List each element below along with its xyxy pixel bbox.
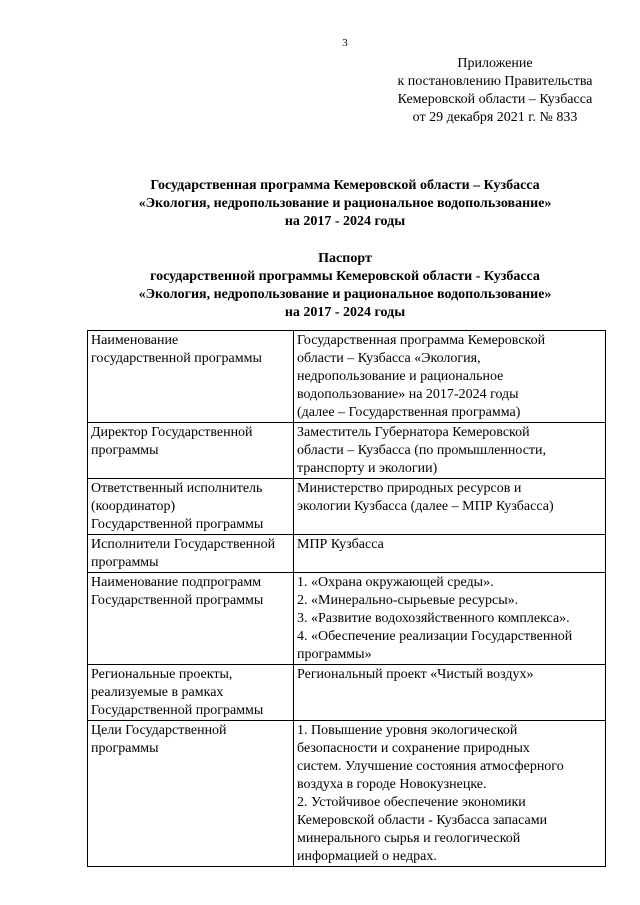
table-row xyxy=(88,535,606,573)
row-value-cell xyxy=(294,573,606,665)
row-value-line: 2. «Минерально-сырьевые ресурсы». xyxy=(297,593,519,608)
row-value-line: экологии Кузбасса (далее – МПР Кузбасса) xyxy=(297,499,554,514)
passport-table xyxy=(87,330,606,867)
program-title-line: «Экология, недропользование и рациональное водопользование» xyxy=(138,196,552,211)
row-value-line: (далее – Государственная программа) xyxy=(297,405,521,420)
passport-title-line: Паспорт xyxy=(318,251,372,266)
row-value-line: Министерство природных ресурсов и xyxy=(297,481,522,496)
row-label-line: Государственной программы xyxy=(91,517,264,532)
program-title-line: на 2017 - 2024 годы xyxy=(284,214,406,229)
table-row xyxy=(88,331,606,423)
passport-title-line: на 2017 - 2024 годы xyxy=(284,305,406,320)
row-value-line: 4. «Обеспечение реализации Государственной xyxy=(297,629,573,644)
passport-title-line: государственной программы Кемеровской области - Кузбасса xyxy=(150,269,540,284)
row-label-cell xyxy=(88,665,294,721)
program-title-line: Государственная программа Кемеровской области – Кузбасса xyxy=(150,178,540,193)
row-label-cell xyxy=(88,479,294,535)
row-label-line: Цели Государственной xyxy=(91,723,227,738)
passport-title-line: «Экология, недропользование и рациональное водопользование» xyxy=(138,287,552,302)
row-value-line: информацией о недрах. xyxy=(297,849,437,864)
row-value-line: безопасности и сохранение природных xyxy=(297,741,530,756)
table-row xyxy=(88,721,606,867)
row-value-line: минерального сырья и геологической xyxy=(297,831,521,846)
row-value-line: 2. Устойчивое обеспечение экономики xyxy=(297,795,526,810)
row-label-line: государственной программы xyxy=(91,351,262,366)
appendix-line: к постановлению Правительства xyxy=(397,74,593,89)
row-value-line: недропользование и рациональное xyxy=(297,369,504,384)
row-label-cell xyxy=(88,535,294,573)
row-value-cell xyxy=(294,535,606,573)
program-title xyxy=(0,177,640,231)
row-value-line: Региональный проект «Чистый воздух» xyxy=(297,667,534,682)
row-label-line: Государственной программы xyxy=(91,703,264,718)
row-label-cell xyxy=(88,331,294,423)
appendix-line: Кемеровской области – Кузбасса xyxy=(397,92,593,107)
row-label-line: (координатор) xyxy=(91,499,176,514)
row-value-line: водопользование» на 2017-2024 годы xyxy=(297,387,519,402)
table-row xyxy=(88,423,606,479)
row-value-line: 1. Повышение уровня экологической xyxy=(297,723,518,738)
page-number: 3 xyxy=(342,37,348,49)
row-label-line: Ответственный исполнитель xyxy=(91,481,263,496)
row-label-cell xyxy=(88,573,294,665)
row-value-cell xyxy=(294,423,606,479)
row-label-line: Государственной программы xyxy=(91,593,264,608)
passport-title xyxy=(0,250,640,322)
row-value-cell xyxy=(294,721,606,867)
row-value-line: 3. «Развитие водохозяйственного комплекса». xyxy=(297,611,570,626)
row-value-line: программы» xyxy=(297,647,372,662)
row-value-line: Кемеровской области - Кузбасса запасами xyxy=(297,813,548,828)
table-row xyxy=(88,665,606,721)
row-label-line: программы xyxy=(91,741,159,756)
table-row xyxy=(88,573,606,665)
row-value-cell xyxy=(294,665,606,721)
row-value-line: Государственная программа Кемеровской xyxy=(297,333,546,348)
appendix-header xyxy=(370,55,620,127)
row-value-cell xyxy=(294,331,606,423)
row-label-line: Наименование xyxy=(91,333,179,348)
appendix-line: от 29 декабря 2021 г. № 833 xyxy=(412,110,578,125)
row-value-line: Заместитель Губернатора Кемеровской xyxy=(297,425,530,440)
row-value-cell xyxy=(294,479,606,535)
row-label-line: реализуемые в рамках xyxy=(91,685,224,700)
table-row xyxy=(88,479,606,535)
row-value-line: области – Кузбасса «Экология, xyxy=(297,351,481,366)
appendix-line: Приложение xyxy=(457,56,533,71)
row-label-line: программы xyxy=(91,555,159,570)
row-value-line: области – Кузбасса (по промышленности, xyxy=(297,443,547,458)
row-label-cell xyxy=(88,423,294,479)
row-value-line: МПР Кузбасса xyxy=(297,537,384,552)
row-value-line: 1. «Охрана окружающей среды». xyxy=(297,575,494,590)
passport-table-body xyxy=(88,331,606,867)
row-label-line: Региональные проекты, xyxy=(91,667,233,682)
row-label-line: Директор Государственной xyxy=(91,425,253,440)
row-label-line: Исполнители Государственной xyxy=(91,537,276,552)
row-value-line: воздуха в городе Новокузнецке. xyxy=(297,777,487,792)
row-value-line: транспорту и экологии) xyxy=(297,461,438,476)
row-label-line: Наименование подпрограмм xyxy=(91,575,262,590)
row-label-line: программы xyxy=(91,443,159,458)
row-value-line: систем. Улучшение состояния атмосферного xyxy=(297,759,564,774)
row-label-cell xyxy=(88,721,294,867)
